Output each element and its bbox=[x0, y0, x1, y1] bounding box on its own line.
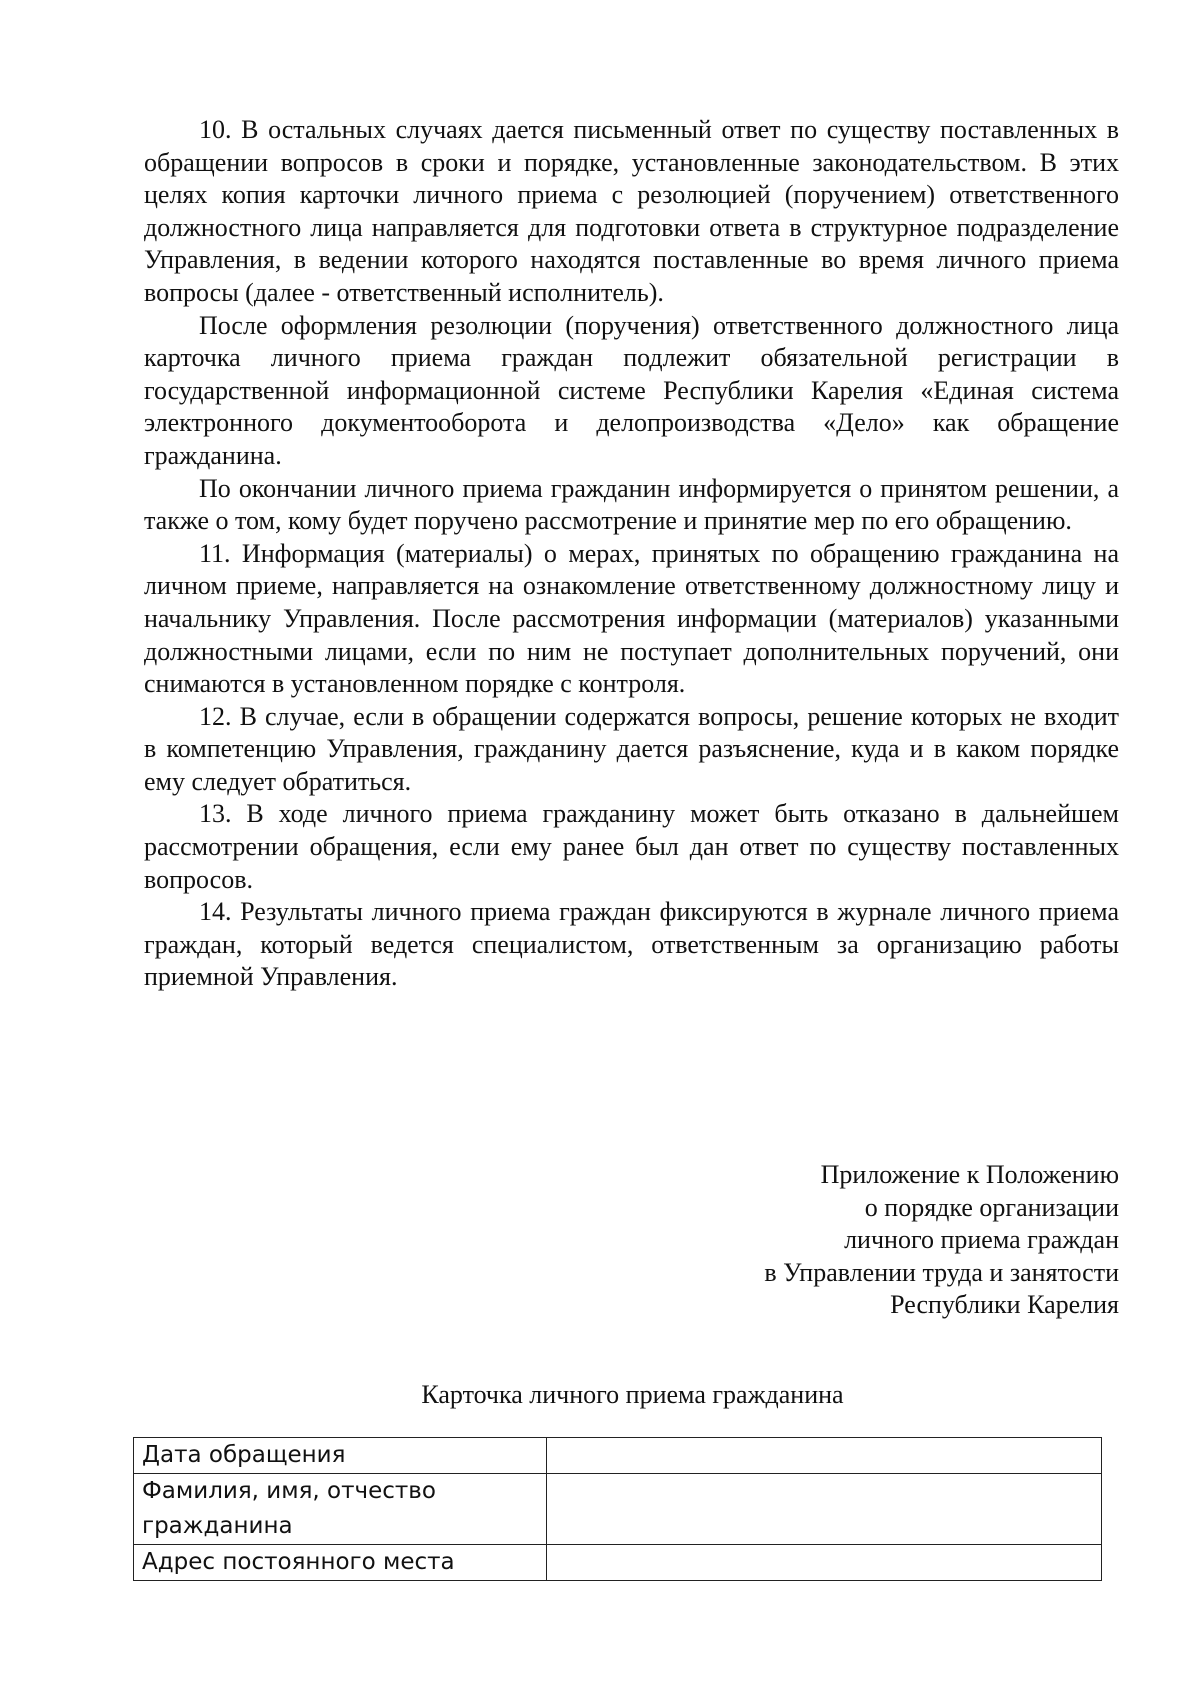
appendix-line: о порядке организации bbox=[864, 1192, 1119, 1222]
paragraph-10: 10. В остальных случаях дается письменный ответ по существу поставленных в обращении вопросов в сроки и порядке, установленные законодательством. В этих целях копия карточки личного приема с резолюцией (поручением) ответственного должностного лица направляется для подготовки ответа в структурное подразделение Управления, в ведении которого находятся поставленные во время личного приема вопросы (далее - ответственный исполнитель). bbox=[144, 115, 1119, 307]
row-label-full-name: Фамилия, имя, отчество гражданина bbox=[134, 1474, 547, 1545]
row-label-date: Дата обращения bbox=[134, 1438, 547, 1474]
table-row bbox=[134, 1474, 1102, 1545]
paragraph-13: 13. В ходе личного приема гражданину может быть отказано в дальнейшем рассмотрении обращения, если ему ранее был дан ответ по существу поставленных вопросов. bbox=[144, 799, 1119, 894]
row-value-address bbox=[547, 1545, 1102, 1581]
card-title: Карточка личного приема гражданина bbox=[421, 1380, 844, 1409]
paragraph-12: 12. В случае, если в обращении содержатся вопросы, решение которых не входит в компетенцию Управления, гражданину дается разъяснение, куда и в каком порядке ему следует обратиться. bbox=[144, 701, 1119, 796]
row-value-full-name bbox=[547, 1474, 1102, 1545]
row-label-address: Адрес постоянного места bbox=[134, 1545, 547, 1581]
appendix-line: в Управлении труда и занятости bbox=[764, 1257, 1119, 1287]
paragraph-10-result: По окончании личного приема гражданин информируется о принятом решении, а также о том, кому будет поручено рассмотрение и принятие мер по его обращению. bbox=[144, 473, 1119, 536]
table-row bbox=[134, 1545, 1102, 1581]
appendix-line: личного приема граждан bbox=[844, 1225, 1119, 1255]
appendix-header bbox=[600, 1159, 1119, 1322]
table-row bbox=[134, 1438, 1102, 1474]
regulation-text bbox=[144, 114, 1119, 994]
paragraph-10-resolution: После оформления резолюции (поручения) ответственного должностного лица карточка личного приема граждан подлежит обязательной регистрации в государственной информационной системе Республики Карелия «Единая система электронного документооборота и делопроизводства «Дело» как обращение гражданина. bbox=[144, 310, 1119, 470]
paragraph-11: 11. Информация (материалы) о мерах, принятых по обращению гражданина на личном приеме, направляется на ознакомление ответственному должностному лицу и начальнику Управления. После рассмотрения информации (материалов) указанными должностными лицами, если по ним не поступает дополнительных поручений, они снимаются в установленном порядке с контроля. bbox=[144, 538, 1119, 699]
citizen-card-table bbox=[133, 1437, 1102, 1581]
paragraph-14: 14. Результаты личного приема граждан фиксируются в журнале личного приема граждан, который ведется специалистом, ответственным за организацию работы приемной Управления. bbox=[144, 897, 1119, 992]
appendix-line: Приложение к Положению bbox=[820, 1160, 1119, 1189]
row-value-date bbox=[547, 1438, 1102, 1474]
appendix-line: Республики Карелия bbox=[890, 1290, 1119, 1320]
